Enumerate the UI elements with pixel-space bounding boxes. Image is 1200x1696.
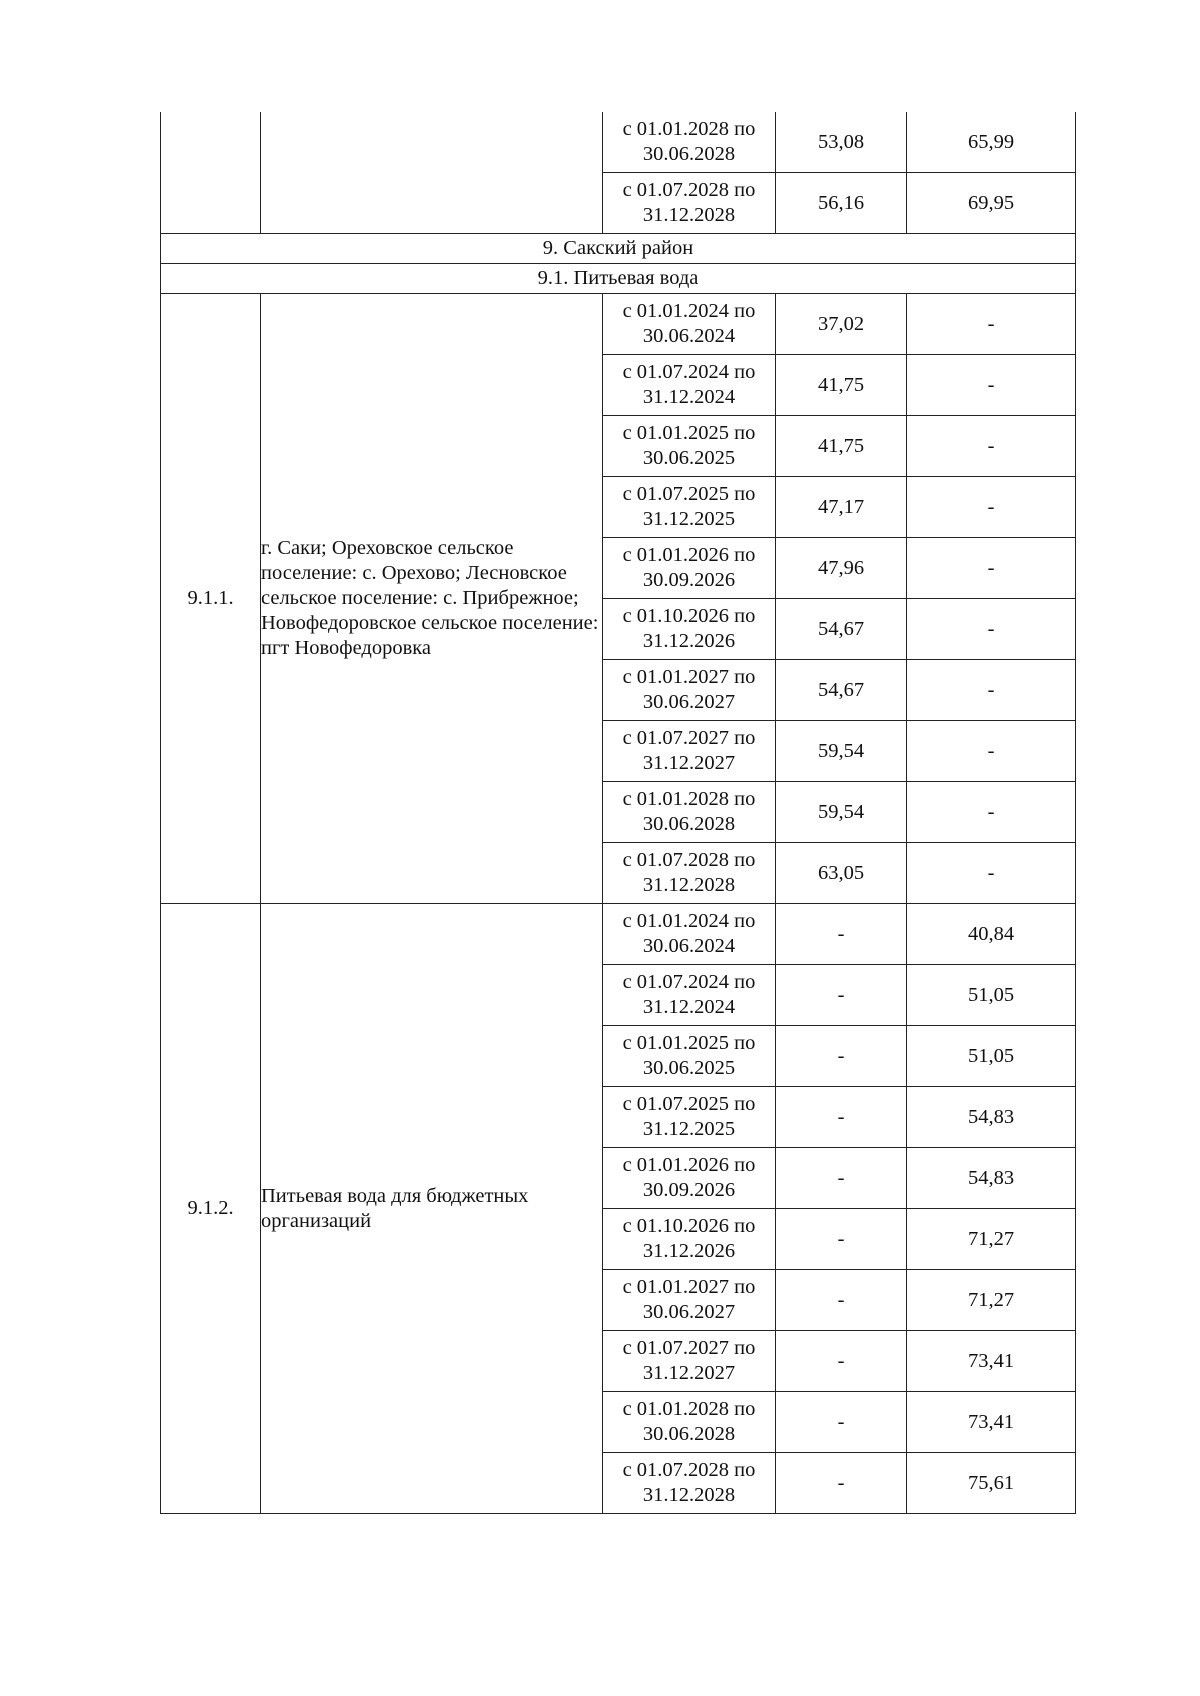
value-cell: 75,61 [907, 1453, 1076, 1514]
period-cell: с 01.07.2024 по 31.12.2024 [603, 965, 776, 1026]
value-cell: - [907, 477, 1076, 538]
value-cell: 56,16 [776, 173, 907, 234]
subsection-row [161, 264, 1076, 294]
value-cell: 71,27 [907, 1209, 1076, 1270]
value-cell: - [776, 1148, 907, 1209]
period-cell: с 01.07.2028 по 31.12.2028 [603, 1453, 776, 1514]
value-cell: 41,75 [776, 355, 907, 416]
value-cell: 47,17 [776, 477, 907, 538]
value-cell: - [907, 721, 1076, 782]
period-cell: с 01.10.2026 по 31.12.2026 [603, 1209, 776, 1270]
period-cell: с 01.01.2027 по 30.06.2027 [603, 1270, 776, 1331]
value-cell: 53,08 [776, 112, 907, 173]
value-cell: 54,67 [776, 660, 907, 721]
value-cell: 51,05 [907, 1026, 1076, 1087]
item-name: Питьевая вода для бюджетных организаций [261, 904, 603, 1514]
value-cell: 59,54 [776, 782, 907, 843]
value-cell: - [776, 1331, 907, 1392]
item-number: 9.1.1. [161, 294, 261, 904]
period-cell: с 01.01.2024 по 30.06.2024 [603, 904, 776, 965]
value-cell: - [776, 1209, 907, 1270]
value-cell: 59,54 [776, 721, 907, 782]
item-number: 9.1.2. [161, 904, 261, 1514]
period-cell: с 01.07.2025 по 31.12.2025 [603, 477, 776, 538]
period-cell: с 01.07.2027 по 31.12.2027 [603, 721, 776, 782]
tariff-table [160, 112, 1076, 1514]
value-cell: - [776, 1392, 907, 1453]
value-cell: - [776, 1026, 907, 1087]
subsection-title: 9.1. Питьевая вода [161, 264, 1076, 294]
period-cell: с 01.07.2028 по 31.12.2028 [603, 173, 776, 234]
value-cell: - [907, 660, 1076, 721]
value-cell: - [776, 965, 907, 1026]
value-cell: 54,67 [776, 599, 907, 660]
value-cell: 73,41 [907, 1331, 1076, 1392]
value-cell: 51,05 [907, 965, 1076, 1026]
value-cell: 69,95 [907, 173, 1076, 234]
value-cell: 65,99 [907, 112, 1076, 173]
value-cell: - [776, 904, 907, 965]
table-row [161, 294, 1076, 355]
value-cell: - [907, 599, 1076, 660]
value-cell: 73,41 [907, 1392, 1076, 1453]
value-cell: - [907, 355, 1076, 416]
value-cell: 54,83 [907, 1087, 1076, 1148]
section-row [161, 234, 1076, 264]
continued-name-cell [261, 112, 603, 234]
value-cell: 47,96 [776, 538, 907, 599]
value-cell: - [776, 1270, 907, 1331]
period-cell: с 01.07.2025 по 31.12.2025 [603, 1087, 776, 1148]
value-cell: - [907, 538, 1076, 599]
period-cell: с 01.01.2026 по 30.09.2026 [603, 538, 776, 599]
value-cell: 40,84 [907, 904, 1076, 965]
period-cell: с 01.01.2028 по 30.06.2028 [603, 112, 776, 173]
period-cell: с 01.07.2027 по 31.12.2027 [603, 1331, 776, 1392]
value-cell: - [907, 416, 1076, 477]
item-name: г. Саки; Ореховское сельское поселение: с. Орехово; Лесновское сельское поселение: с. Прибрежное; Новофедоровское сельское поселение: пгт Новофедоровка [261, 294, 603, 904]
period-cell: с 01.01.2028 по 30.06.2028 [603, 1392, 776, 1453]
value-cell: 37,02 [776, 294, 907, 355]
value-cell: 63,05 [776, 843, 907, 904]
value-cell: 41,75 [776, 416, 907, 477]
groups-body [161, 294, 1076, 1514]
period-cell: с 01.07.2028 по 31.12.2028 [603, 843, 776, 904]
value-cell: 54,83 [907, 1148, 1076, 1209]
value-cell: - [776, 1087, 907, 1148]
table-row [161, 904, 1076, 965]
period-cell: с 01.01.2027 по 30.06.2027 [603, 660, 776, 721]
period-cell: с 01.01.2028 по 30.06.2028 [603, 782, 776, 843]
period-cell: с 01.01.2025 по 30.06.2025 [603, 416, 776, 477]
value-cell: - [907, 843, 1076, 904]
table-row [161, 112, 1076, 173]
period-cell: с 01.01.2024 по 30.06.2024 [603, 294, 776, 355]
period-cell: с 01.10.2026 по 31.12.2026 [603, 599, 776, 660]
section-title: 9. Сакский район [161, 234, 1076, 264]
value-cell: 71,27 [907, 1270, 1076, 1331]
period-cell: с 01.07.2024 по 31.12.2024 [603, 355, 776, 416]
value-cell: - [907, 782, 1076, 843]
continued-num-cell [161, 112, 261, 234]
value-cell: - [776, 1453, 907, 1514]
period-cell: с 01.01.2026 по 30.09.2026 [603, 1148, 776, 1209]
period-cell: с 01.01.2025 по 30.06.2025 [603, 1026, 776, 1087]
value-cell: - [907, 294, 1076, 355]
